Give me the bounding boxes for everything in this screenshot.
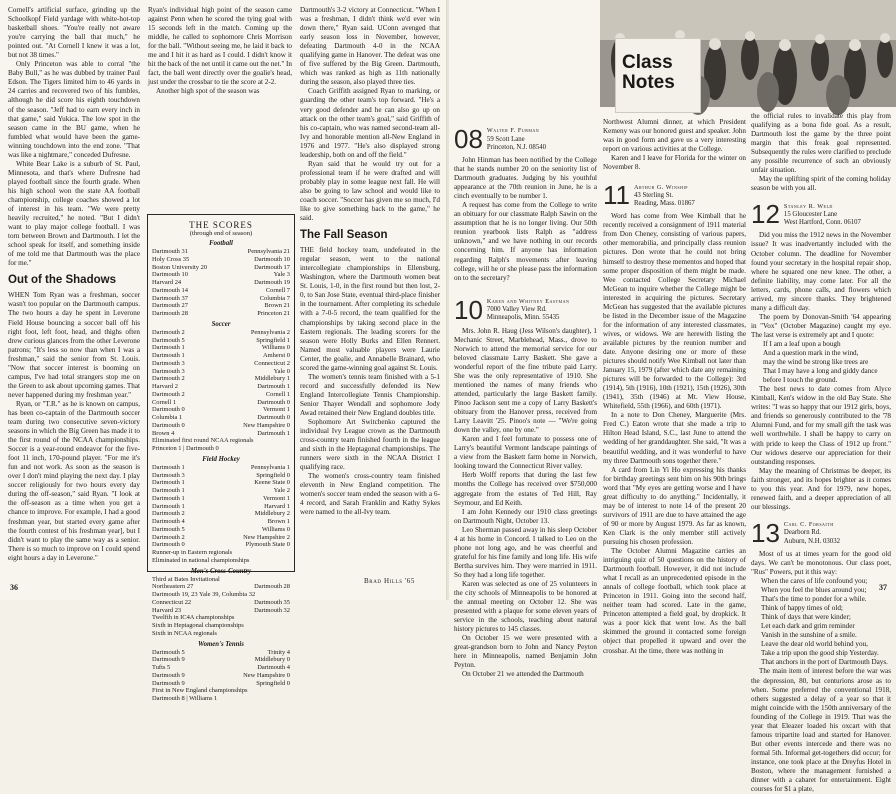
score-right: Cornell 1	[265, 390, 290, 398]
score-right: Trinity 4	[267, 648, 290, 656]
score-left: Dartmouth 28	[152, 310, 188, 317]
col1-paras	[8, 6, 140, 268]
paragraph: The main item of interest before the war was the depression, 80, but centurions arose as to when. Some preferred the conventional 1918, others suggested a delay of a year so that it might coincide with the 150th anniversary of the founding of the College in 1919. That was the year that Eleazer loaded his oxcart with that famous tripartite load and started for Hanover. But other events intercede and there was no formal 5th. Informal get-togethers did occur; for instance, one took place at the Dreyfus Hotel in Boston, where the management furnished a dinner with a cabaret for entertainment. Eight courses for $1 a plate,	[751, 667, 891, 794]
score-note: Princeton 1 | Dartmouth 0	[152, 445, 219, 452]
paragraph: A request has come from the College to write an obituary for our classmate Ralph Sawin on the assumption that he is no longer living. Our 50th reunion yearbook lists Ralph as "address unknown," and we have nothing in our records concerning him. If anyone has information regarding Ralph's movements after leaving college, will he or she please pass the information on to the secretary?	[454, 201, 597, 282]
score-left: Dartmouth 2	[152, 375, 185, 383]
score-left: Harvard 24	[152, 279, 182, 286]
score-left: Northeastern 27	[152, 583, 194, 591]
score-row	[148, 344, 294, 352]
poem-line: Vanish in the sunshine of a smile.	[761, 631, 857, 640]
paragraph: WHEN Tom Ryan was a freshman, soccer wasn't too popular on the Dartmouth campus. The two hours a day he spent in Leverone Field House bouncing a soccer ball off his right foot, left foot, head, and thighs often drew curious glances from the other Leverone patrons; "It's less so now than when I was a freshman," said the senior from St. Louis. "Now that soccer interest is booming on campus, I've had total strangers stop me on the Green to ask about upcoming games. That never happened during my freshman year."	[8, 291, 140, 399]
paragraph: Word has come from Wee Kimball that he recently received a consignment of 1911 material from Don Cheney, consisting of various papers, other memorabilia, and principally class reunion pictures. Don wrote that he could not bring himself to destroy these mementos and hoped that some proper disposition of them might be made. Wee contacted College Secretary Michael McGean to inquire whether the College might be interested in acquiring the pictures. Secretary McGean has suggested that the available pictures be listed in the December issue of the Magazine for the information of any interested classmates, wives, or widows. We are herewith listing the available pictures by the reunion number and date. Anyone desiring one or more of these pictures should notify Wee Kimball not later than January 15, 1979 (after which date any remaining pictures will be forwarded to the College): 3rd (1914), 5th (1916), 10th (1921), 15th (1926), 30th (1941), 35th (1946) at Mt. View House, Whitefield, 55th (1966), and 60th (1971).	[603, 212, 746, 411]
score-left: Third at Bates Invitational	[152, 575, 220, 583]
class-entry-12	[751, 199, 891, 230]
score-row	[148, 518, 294, 526]
paragraph: THE field hockey team, undefeated in the regular season, went to the national intercollegiate championships in Ellensburg, Washington, where the Dartmouth women beat St. Louis, 1-0, in the first round but then lost, 2-0, to San Jose State, eventual third-place finisher in the tournament. After completing its schedule with a 7-0-5 record, the team qualified for the championships by taking second place in the Eastern regionals. The leading scorers for the season were Holly Burks and Ellen Rennert. Named most valuable players were Laurie Center, the goalie, and Annabelle Brainard, who scored the game-winning goal against St. Louis.	[300, 246, 440, 372]
score-left: Dartmouth 27	[152, 302, 188, 310]
score-row	[148, 360, 294, 368]
score-row	[148, 664, 294, 672]
score-right: Columbia 7	[259, 294, 290, 302]
score-right: Springfield 0	[256, 471, 290, 479]
class-number: 11	[603, 180, 630, 211]
paragraph: the official rules to invalidate this play from qualifying as a bona fide goal. As a result, Dartmouth lost the game by the three point margin that this freak goal represented. Subsequently the rules were clarified to preclude any possible recurrence of such an obviously unfair situation.	[751, 112, 891, 175]
photo-spacer	[751, 4, 891, 112]
paragraph: Most of us at times yearn for the good old days. We can't be monotonous. Our class poet, "Rus" Powers, put it this way:	[751, 549, 891, 576]
score-row	[148, 680, 294, 688]
paragraph: Karen and I feel fortunate to possess one of Larry's beautiful Vermont landscape paintings of a view from the Baskett farm home in Norwich, looking toward the Connecticut River valley.	[454, 435, 597, 471]
poem-line: Think of happy times of old;	[761, 604, 843, 613]
section-heading-fall: The Fall Season	[300, 229, 388, 242]
score-left: Dartmouth 31	[152, 248, 188, 255]
score-right: Dartmouth 0	[257, 398, 290, 406]
score-left: Dartmouth 1	[152, 463, 185, 471]
poem-line: That's the time to ponder for a while.	[761, 595, 867, 604]
scores-section-heading: Field Hockey	[202, 455, 240, 463]
score-row	[148, 295, 294, 303]
secretary-name: Arthur G. Winship	[634, 183, 689, 191]
right-page	[449, 0, 896, 794]
score-left: Dartmouth 1	[152, 479, 185, 487]
score-left: Dartmouth 9	[152, 679, 185, 687]
class-13-body	[751, 550, 891, 794]
score-left: Dartmouth 9	[152, 671, 185, 679]
address-line: 7000 Valley View Rd.	[486, 306, 547, 314]
score-row	[148, 599, 294, 607]
poem-line: may the wind be strong like trees are	[763, 358, 869, 367]
score-left: Dartmouth 2	[152, 533, 185, 541]
score-left: Dartmouth 37	[152, 294, 188, 302]
secretary-name: Karen and Whitney Eastman	[486, 298, 570, 306]
score-row	[148, 406, 294, 414]
score-left: Dartmouth 1	[152, 487, 185, 494]
poem-line: When the cares of life confound you;	[761, 577, 868, 586]
paragraph: Coach Griffith assigned Ryan to marking, or guarding the other team's top forward. "He's a very good defender and he can also go up on attack on the other team's goal," said Griffith of his co-captain, who was named second-team all-Ivy and honorable mention all-New England in 1976 and 1977. "He's also displayed strong leadership, both on and off the field."	[300, 87, 440, 159]
address-line: Princeton, N.J. 08540	[486, 143, 547, 151]
score-note: Dartmouth 8 | Williams 1	[152, 695, 218, 702]
score-right: Dartmouth 1	[257, 383, 290, 390]
score-right: Vermont 1	[263, 494, 290, 502]
score-row	[148, 287, 294, 295]
score-row	[148, 337, 294, 345]
paragraph: Ryan's individual high point of the season came against Penn when he scored the tying goal with 15 seconds left in the match. Coming up the middle, he called to sophomore Chris Morrison for the ball. "Without seeing me, he laid it back to me and I hit it as hard as I could. I didn't know it hit the back of the net until it came out the net." In fact, the ball went directly over the goalie's head, just under the crossbar to tie the score at 2-2.	[148, 6, 292, 87]
scores-section-heading: Men's Cross-Country	[190, 567, 252, 575]
paragraph: The poem by Donovan-Smith '64 appearing in "Vox" (October Magazine) caught my eye. The last verse is extremely apt and I quote:	[751, 312, 891, 339]
poem-line: And a question mark in the wind,	[763, 349, 859, 358]
score-right: Vermont 1	[263, 406, 290, 414]
poem-line: When you feel the blues around you;	[761, 586, 867, 595]
score-right: Middlebury 1	[254, 375, 290, 383]
score-row	[148, 479, 294, 487]
class-notes-title-card	[615, 38, 701, 113]
paragraph: In a note to Don Cheney, Marguerite (Mrs. Fred C.) Eaton wrote that she made a trip to Hilton Head Island, S.C., last June to attend the wedding of her granddaughter. She said, "It was a beautiful wedding, and it was wonderful to have my three Dartmouth sons together there."	[603, 411, 746, 465]
score-note: Eliminated in national championships	[152, 556, 250, 564]
class-entry-10	[454, 294, 597, 325]
paragraph: Sophomore Art Switchenko captured the individual Ivy League crown as the Dartmouth cross-country team finished fourth in the league and sixth in the Heptagonal championships. The runners were sixth in the NCAA District I qualifying race.	[300, 418, 440, 472]
score-note: First in New England championships	[152, 687, 248, 695]
score-right: Amherst 0	[263, 352, 290, 359]
address-line: 43 Sterling St.	[634, 191, 674, 199]
paragraph: On October 21 we attended the Dartmouth	[462, 670, 584, 679]
score-row	[148, 329, 294, 337]
class-entry-11	[603, 180, 746, 211]
score-right: Dartmouth 10	[254, 255, 290, 263]
scores-section-heading: Soccer	[211, 320, 231, 328]
poem-line: That anchors in the port of Dartmouth Days.	[761, 658, 888, 667]
score-right: Williams 0	[261, 525, 290, 533]
class-address	[634, 184, 695, 209]
paragraph: I am John Kennedy our 1910 class greetings on Dartmouth Night, October 13.	[454, 507, 597, 525]
author-byline: Brad Hills '65	[364, 577, 415, 585]
score-right: Dartmouth 28	[254, 583, 290, 591]
score-row	[148, 414, 294, 422]
address-line: Auburn, N.H. 03032	[783, 537, 840, 545]
score-left: Dartmouth 0	[152, 421, 185, 429]
right-column-1	[454, 120, 597, 679]
score-row	[148, 534, 294, 542]
score-note: Sixth in Heptagonal championships	[152, 622, 244, 629]
score-left: Connecticut 22	[152, 598, 192, 606]
score-row	[148, 383, 294, 391]
score-right: Dartmouth 35	[254, 598, 290, 606]
class-entry-08	[454, 126, 597, 152]
scores-section-heading: Women's Tennis	[198, 640, 244, 648]
score-right: Brown 21	[264, 302, 290, 310]
paragraph: The women's tennis team finished with a 5-1 record and successfully defended its New England Intercollegiate Tennis Championship. Senior Thayer Wendall and sophomore Jody Awad retained their New England doubles title.	[300, 372, 440, 417]
score-left: Dartmouth 2	[152, 328, 185, 336]
score-left: Dartmouth 1	[152, 344, 185, 352]
left-column-3	[300, 6, 440, 582]
paragraph: Only Princeton was able to corral "the Baby Bull," as he was dubbed by trainer Paul Edson. The Tigers limited him to 46 yards in 24 carries and recovered two of his fumbles, although he did score his eighth touchdown of the season. "Jeff had to earn every inch in that game," said Yukica. The low spot in the season came in the BU game, when he fumbled what would have been the game-winning touchdown into the end zone. "That was like a nightmare," conceded Dufresne.	[8, 60, 140, 159]
poem-line: Let each dark and grim reminder	[761, 622, 855, 631]
score-right: Brown 1	[267, 518, 290, 525]
class-number: 08	[454, 124, 483, 154]
score-row	[148, 576, 294, 584]
score-row	[148, 279, 294, 287]
scores-subtitle: (through end of season)	[189, 230, 253, 237]
left-column-1	[8, 6, 140, 582]
score-right: Dartmouth 1	[257, 429, 290, 437]
scores-section-heading: Football	[209, 240, 233, 247]
score-left: Harvard 23	[152, 606, 182, 614]
score-left: Dartmouth 5	[152, 336, 185, 344]
score-row	[148, 583, 294, 591]
score-left: Dartmouth 9	[152, 656, 185, 664]
score-right: Springfield 0	[256, 679, 290, 687]
paragraph: Dartmouth's 3-2 victory at Connecticut. "When I was a freshman, I didn't think we'd ever win down there," Ryan said. UConn avenged that early season loss in November, however, defeating Dartmouth 4-0 in the NCAA qualifying game in Hanover. The defeat was one of five suffered by the Big Green. Dartmouth, which was ranked as high as 11th nationally during the season, also played three ties.	[300, 6, 440, 87]
poem-line: before I touch the ground.	[763, 376, 838, 385]
score-row	[148, 656, 294, 664]
page-number-right: 37	[879, 583, 887, 592]
paragraph: May the uplifting spirit of the coming holiday season be with you all.	[751, 175, 891, 193]
class-notes-title-line1: Class	[622, 52, 673, 73]
paragraph: Did you miss the 1912 news in the November issue? It was inadvertantly included with the October column. The deadline for November found your secretary in the hospital repair shop, where he squared one new knee. The other, a definite liability, may come later. For all the letters, cards, phone calls, and flowers which arrived, my sincere thanks. They brightened many a difficult day.	[751, 231, 891, 312]
paragraph: Cornell's artificial surface, grinding up the Schoolkopf Field yardage with white-hot-top basketball shoes. "You're really not aware you're carrying the ball that much," he pointed out. "At Cornell I knew it was a lot, but not 38 times."	[8, 6, 140, 60]
score-row	[148, 472, 294, 480]
score-right: Connecticut 2	[254, 359, 290, 367]
paragraph: A card from Lin Yi Ho expressing his thanks for birthday greetings sent him on his 90th brings word that "My eyes are getting worse and I have great difficulty to do anything." Incidentally, it may be of interest to note 14 of the present 20 survivors of 1911 are due to have attained the age of 90 or more by August 1979. As far as known, Ken Clark is the only member still actively pursuing his chosen profession.	[603, 465, 746, 546]
score-row	[148, 264, 294, 272]
scores-box	[147, 214, 295, 702]
score-left: Boston University 20	[152, 263, 208, 271]
address-line: 15 Gloucester Lane	[783, 211, 838, 219]
class-notes-title-line2: Notes	[622, 72, 675, 93]
class-address	[487, 127, 546, 152]
score-row	[148, 422, 294, 430]
score-row	[148, 607, 294, 615]
paragraph: John Hinman has been notified by the College that he stands number 20 on the seniority list of Dartmouth graduates. Judging by his youthful appearance at the 70th reunion in June, he is a cinch eventually to be number 1.	[454, 156, 597, 201]
class-number: 10	[454, 294, 483, 325]
scores-body	[148, 240, 294, 703]
address-line: West Hartford, Conn. 06107	[783, 219, 861, 227]
score-row	[148, 375, 294, 383]
score-right: Plymouth State 0	[245, 541, 290, 549]
paragraph: The best news to date comes from Alyce Kimball, Ken's widow in the old Bay State. She writes: "I was so happy that our 1912 girls, boys, and friends so generously contributed to the '78 Alumni Fund, and for my small gift the task was well worthwhile. I shall be happy to carry on with pride to keep the Class of 1912 up front." Our widows deserve our appreciation for their outstanding responses.	[751, 385, 891, 466]
paragraph: White Bear Lake is a suburb of St. Paul, Minnesota, and that's where Dufresne had played football since the fourth grade. When his high school won the state AA football championship, college coaches showed a lot of interest in his team. "We were pretty heavily recruited," he noted. "But I didn't want to play major college football. I was torn between Brown and Dartmouth. I let the school speak for itself, and something inside of me told me that Dartmouth was the place for me."	[8, 159, 140, 268]
score-right: Williams 0	[261, 344, 290, 352]
paragraph: The women's cross-country team finished eleventh in New England competition. The women's soccer team ended the season with a 6-4 record, and Sarah Franklin and Kathy Sykes were named to the all-Ivy team.	[300, 472, 440, 517]
score-right: Yale 2	[273, 487, 290, 494]
score-row	[148, 430, 294, 438]
score-right: Dartmouth 17	[254, 263, 290, 271]
score-right: New Hampshire 0	[243, 421, 290, 429]
score-right: Yale 0	[273, 367, 290, 375]
score-row	[148, 503, 294, 511]
class-address	[487, 298, 569, 323]
paragraph: Leo Sherman passed away in his sleep October 4 at his home in Concord. I talked to Leo on the phone not long ago, and he was cheerful and grateful for his fine family and long life. His wife Bertha survives him. They were married in 1911. So they had a long life together.	[454, 525, 597, 579]
score-left: Dartmouth 1	[152, 502, 185, 510]
score-right: Dartmouth 4	[257, 664, 290, 671]
score-row	[148, 302, 294, 310]
paragraph: May the meaning of Christmas be deeper, its faith stronger, and its hopes brighter as it comes to you this year. And for 1979, new hopes, renewed faith, and a deeper appreciation of all our blessings.	[751, 466, 891, 511]
score-left: Harvard 2	[152, 383, 178, 390]
poem-line: Think of days that were kinder;	[761, 613, 851, 622]
address-line: Dearborn Rd.	[783, 529, 821, 537]
poem-line: Leave the dear old world behind you,	[761, 640, 868, 649]
score-left: Holy Cross 35	[152, 255, 190, 263]
poem-line: Take a trip upon the good ship Yesterday.	[761, 649, 879, 658]
left-column-2	[148, 6, 292, 212]
score-row	[148, 256, 294, 264]
score-row	[148, 368, 294, 376]
score-left: Dartmouth 1	[152, 352, 185, 359]
score-left: Dartmouth 1	[152, 494, 185, 502]
poem-line: That I may have a long and giddy dance	[763, 367, 878, 376]
paragraph: Herb Wolff reports that during the last few months the College has received over $750,000 aggregate from the estates of Ted Hill, Ray Seymour, and Ed Keith.	[454, 471, 597, 507]
poem-line: If I am a leaf upon a bough	[763, 339, 841, 348]
score-note: Eliminated first round NCAA regionals	[152, 437, 254, 445]
class-entry-13	[751, 517, 891, 548]
score-row	[148, 399, 294, 407]
score-left: Dartmouth 3	[152, 471, 185, 479]
score-note: Twelfth in IC4A championships	[152, 614, 235, 622]
score-row	[148, 464, 294, 472]
score-right: New Hampshire 2	[243, 533, 290, 541]
class-number: 13	[751, 517, 780, 548]
paragraph: Karen and I leave for Florida for the winter on November 8.	[603, 154, 746, 172]
score-left: Dartmouth 0	[152, 406, 185, 414]
score-right: Princeton 21	[257, 310, 290, 317]
address-line: Reading, Mass. 01867	[634, 200, 695, 208]
score-row	[148, 495, 294, 503]
score-right: Dartmouth 32	[254, 606, 290, 614]
score-row	[148, 487, 294, 495]
paragraph: Karen was selected as one of 25 volunteers in the city schools of Minneapolis to be honored at the annual meeting on October 12. She was presented with a plaque for some eleven years of service in the schools, teaching about natural history pictures to 145 classes.	[454, 579, 597, 634]
score-left: Dartmouth 4	[152, 518, 185, 525]
score-right: Yale 3	[273, 271, 290, 279]
score-row	[148, 541, 294, 549]
paragraph: On October 15 we were presented with a great-grandson born to John and Nancy Peyton here in Minneapolis, named Benjamin John Peyton.	[454, 634, 597, 670]
score-note: Sixth in NCAA regionals	[152, 629, 217, 637]
score-left: Cornell 1	[152, 398, 177, 406]
secretary-name: Carl C. Forsaith	[783, 521, 834, 529]
paragraph: Ryan said that he would try out for a professional team if he were drafted and will probably play in some league next fall. He will also be going to law school and would like to coach soccer. "Soccer has given me so much, I'd like to give something back to the game," he said.	[300, 159, 440, 223]
score-row	[148, 510, 294, 518]
score-row	[148, 271, 294, 279]
right-column-2	[603, 118, 746, 655]
score-row	[148, 526, 294, 534]
score-right: Pennsylvania 1	[250, 463, 290, 471]
score-left: Brown 4	[152, 429, 175, 437]
score-right: New Hampshire 0	[243, 671, 290, 679]
score-right: Middlebury 0	[254, 656, 290, 664]
score-left: Dartmouth 19, 23 Yale 39, Columbia 32	[152, 591, 256, 598]
section-heading-shadows: Out of the Shadows	[8, 274, 116, 287]
score-row	[148, 310, 294, 318]
page-number-left: 36	[10, 583, 18, 592]
class-address	[784, 521, 840, 546]
class-number: 12	[751, 199, 780, 230]
scores-title: THE SCORES	[189, 220, 253, 230]
score-row	[148, 352, 294, 360]
paragraph: Ryan, or "T.R." as he is known on campus, has been co-captain of the Dartmouth soccer team during two consecutive seven-victory seasons in which the Big Green has made it to the first round of the NCAA championships. Soccer is a year-round endeavor for the five-foot 11 inch, 170-pound player. "For me it's fun and not work. As soon as the season is over I don't mind playing the next day. I play soccer religiously for two hours every day during the off-season," said Ryan. "I look at the off-season as a time when you get a chance to improve. For example, I had a good freshman year, but started every game after the fourth contest of his freshman year], but I didn't want to play the same way as a senior. There is so much to improve on I could spend eight hours a day in Leverone."	[8, 399, 140, 562]
score-right: Middlebury 2	[254, 510, 290, 518]
score-row	[148, 649, 294, 657]
score-left: Dartmouth 3	[152, 367, 185, 375]
score-row	[148, 248, 294, 256]
score-left: Dartmouth 5	[152, 648, 185, 656]
score-note: Runner-up in Eastern regionals	[152, 549, 233, 556]
score-right: Springfield 1	[256, 336, 290, 344]
score-right: Cornell 7	[265, 286, 290, 294]
score-right: Keene State 0	[254, 479, 290, 487]
score-right: Dartmouth 19	[254, 279, 290, 286]
address-line: Minneapolis, Minn. 55435	[486, 314, 560, 322]
address-line: 59 Scott Lane	[486, 135, 525, 143]
score-row	[148, 391, 294, 399]
score-left: Columbia 1	[152, 414, 183, 421]
score-row	[148, 672, 294, 680]
score-right: Dartmouth 0	[257, 414, 290, 421]
score-left: Dartmouth 2	[152, 510, 185, 518]
score-left: Tufts 5	[152, 664, 171, 671]
paragraph: Northwest Alumni dinner, at which President Kemeny was our honored guest and speaker. John was in good form and gave us a very interesting report on various activities at the College.	[603, 118, 746, 154]
score-left: Dartmouth 2	[152, 390, 185, 398]
score-right: Pennsylvania 2	[250, 328, 290, 336]
score-right: Pennsylvania 21	[247, 248, 290, 255]
score-left: Dartmouth 0	[152, 541, 185, 549]
secretary-name: Stanley R. Weld	[783, 202, 833, 210]
score-left: Dartmouth 5	[152, 525, 185, 533]
score-row	[148, 591, 294, 599]
paragraph: Mrs. John R. Haug (Jess Wilson's daughter), 1 Mechanic Street, Marblehead, Mass., drove to Norwich to attend the memorial service for our beloved classmate Larry Baskett. She gave a wonderful report of the fine tribute paid Larry. She was the only representative of 1910. She mentioned the names of many friends who attended, particularly the large Baskett family. Pinoo Jackson sent me a copy of Larry Baskett's obituary from the Hanover press, received from Larry Leavitt '25. Pinoo's note — "We're going down the valley, one by one."	[454, 326, 597, 435]
paragraph: Another high spot of the season was	[156, 87, 260, 96]
secretary-name: Walter F. Furman	[486, 127, 540, 135]
score-right: Harvard 1	[264, 502, 290, 510]
score-left: Dartmouth 14	[152, 286, 188, 294]
left-page	[0, 0, 447, 702]
score-left: Dartmouth 3	[152, 359, 185, 367]
score-left: Dartmouth 10	[152, 271, 188, 279]
class-address	[784, 203, 861, 228]
paragraph: The October Alumni Magazine carries an intriguing quiz of 50 questions on the history of Dartmouth football. However, it did not include what I recall as an unprecedented episode in the annals of college football, which took place at Princeton in 1911. Going into the second half, neither team had scored. Late in the game, Princeton attempted a field goal, by dropkick. It was a poor kick that went low. As the ball skimmed the ground it contacted some foreign object that propelled it upward and over the crossbar. At the time, there was nothing in	[603, 547, 746, 655]
